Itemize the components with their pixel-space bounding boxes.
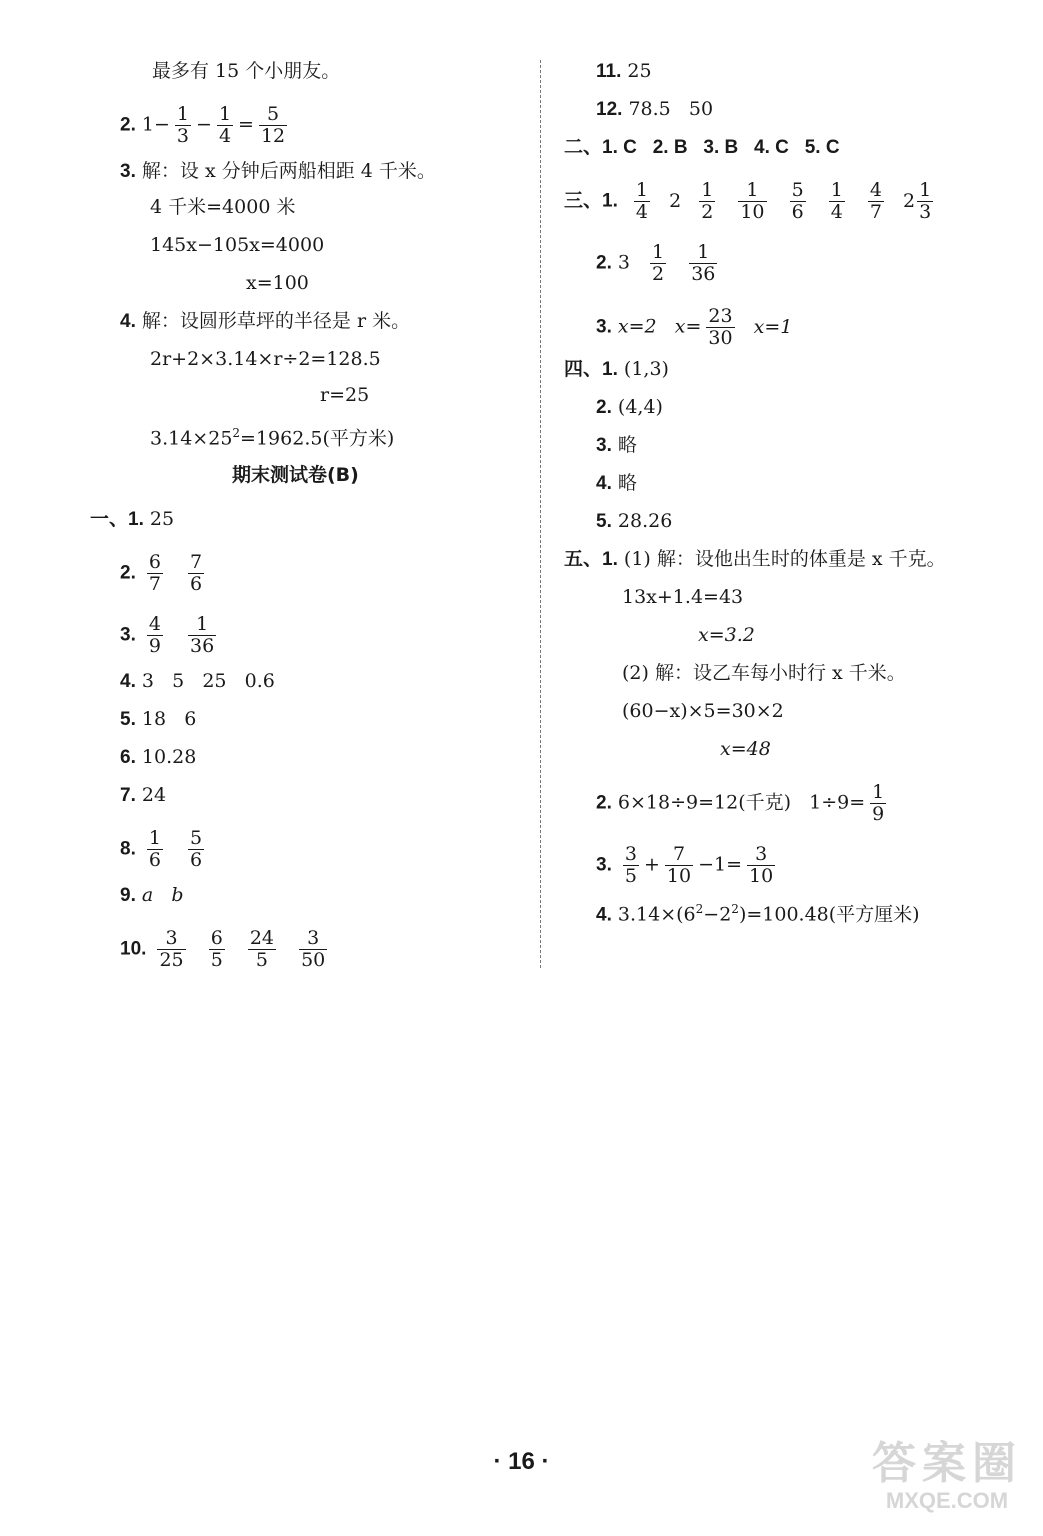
answer-c9: 3. 略 [596, 434, 637, 456]
answer-line: 13x+1.4=43 [622, 586, 744, 608]
answer-c12: 五、1. (1) 解：设他出生时的体重是 x 千克。 [564, 548, 946, 570]
answer-line: x=3.2 [698, 624, 755, 646]
answer-c7: 四、1. (1,3) [564, 358, 669, 380]
answer-b7: 7. 24 [120, 784, 167, 806]
answer-c6: 3. x=2 x= $\frac{23}{30}$ x=1 [596, 305, 793, 349]
answer-c18: 2. 6×18÷9=12(千克) 1÷9= $\frac{1}{9}$ [596, 781, 885, 825]
answer-c5: 2. 3 $\frac{1}{2}$ $\frac{1}{36}$ [596, 241, 716, 285]
answer-b5: 5. 18 6 [120, 708, 197, 730]
answer-b6: 6. 10.28 [120, 746, 197, 768]
answer-line: (2) 解：设乙车每小时行 x 千米。 [622, 662, 906, 684]
answer-line: 4 千米=4000 米 [150, 196, 296, 218]
answer-3: 3. 解：设 x 分钟后两船相距 4 千米。 [120, 160, 436, 182]
answer-line: x=48 [720, 738, 771, 760]
answer-line: $3.14\times 25^2=1962.5$(平方米) [150, 426, 395, 450]
answer-b4: 4. 3 5 25 0.6 [120, 670, 275, 692]
section-title: 期末测试卷(B) [232, 464, 359, 486]
answer-c10: 4. 略 [596, 472, 637, 494]
answer-line: x=100 [246, 272, 309, 294]
answer-c2: 12. 78.5 50 [596, 98, 714, 120]
watermark: 答案圈 MXQE.COM [872, 1439, 1022, 1513]
answer-b10: 10. $\frac{3}{25}$ $\frac{6}{5}$ $\frac{24}{5}$ $\frac{3}{50}$ [120, 927, 326, 971]
answer-c20: 4. $3.14\times(6^2-2^2)=100.48$(平方厘米) [596, 902, 920, 926]
answer-b8: 8. $\frac{1}{6}$ $\frac{5}{6}$ [120, 827, 203, 871]
answer-b3: 3. $\frac{4}{9}$ $\frac{1}{36}$ [120, 613, 215, 657]
answer-c8: 2. (4,4) [596, 396, 663, 418]
answer-line: (60−x)×5=30×2 [622, 700, 784, 722]
answer-c3: 二、1. C 2. B 3. B 4. C 5. C [564, 137, 840, 158]
answer-line: r=25 [320, 384, 370, 406]
page-number: · 16 · [493, 1448, 550, 1475]
answer-c19: 3. $\frac{3}{5}$ + $\frac{7}{10}$ −1= $\frac{3}{10}$ [596, 843, 774, 887]
answer-4: 4. 解：设圆形草坪的半径是 r 米。 [120, 310, 411, 332]
answer-line: 2r+2×3.14×r÷2=128.5 [150, 348, 381, 370]
answer-b9: 9. a b [120, 884, 184, 906]
answer-b1: 一、1. 25 [90, 508, 175, 530]
answer-line: 最多有 15 个小朋友。 [152, 60, 341, 82]
answer-c1: 11. 25 [596, 60, 652, 82]
answer-c11: 5. 28.26 [596, 510, 673, 532]
answer-b2: 2. $\frac{6}{7}$ $\frac{7}{6}$ [120, 551, 203, 595]
answer-2: 2. 1− $\frac{1}{3}$ − $\frac{1}{4}$ = $\frac{5}{12}$ [120, 103, 286, 147]
answer-line: 145x−105x=4000 [150, 234, 325, 256]
answer-c4: 三、1. $\frac{1}{4}$ 2 $\frac{1}{2}$ $\frac{1}{10}$ $\frac{5}{6}$ $\frac{1}{4}$ $\frac{4}{7}$ 2 $\frac{1}{3}$ [564, 179, 932, 223]
column-divider [540, 60, 541, 968]
